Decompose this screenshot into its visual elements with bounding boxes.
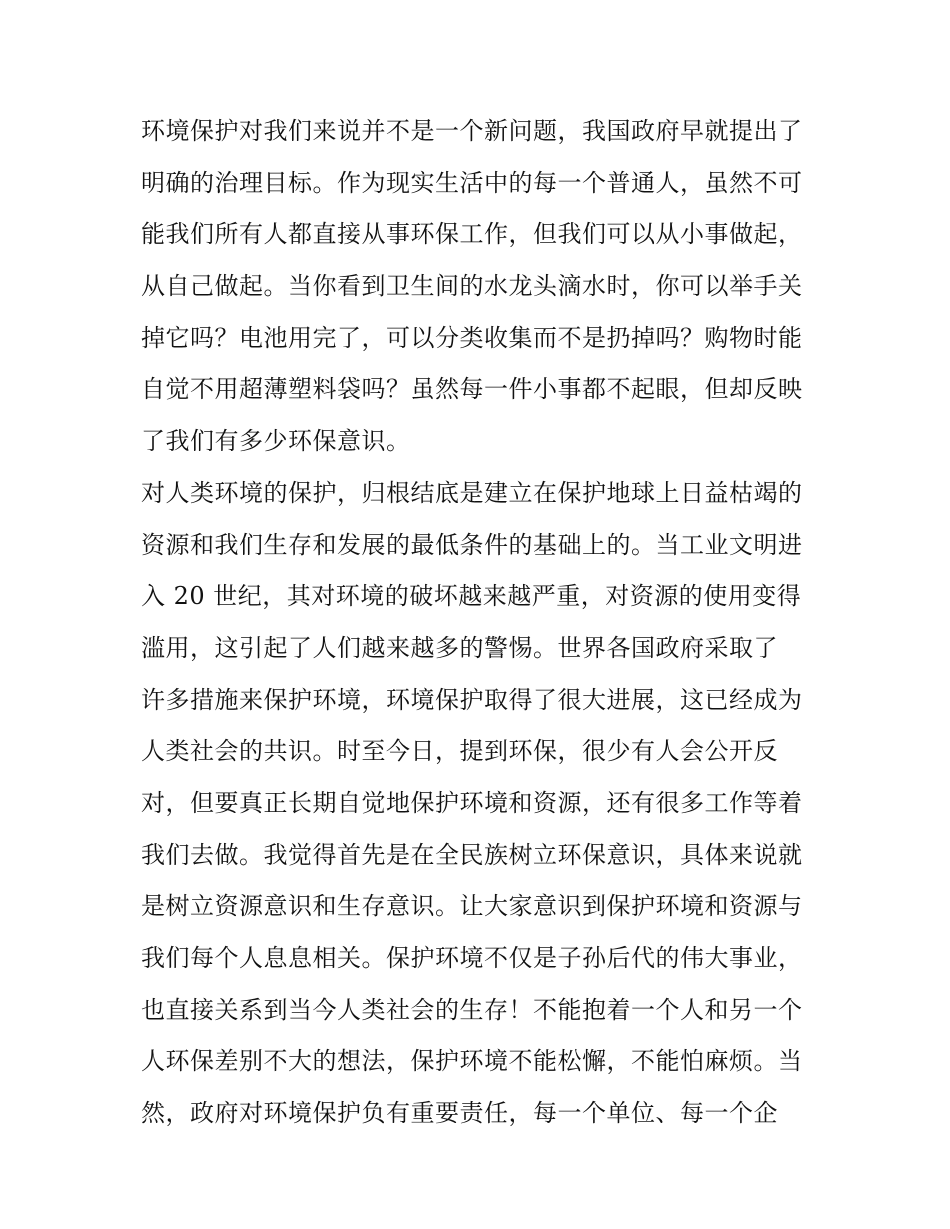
text-line: 对人类环境的保护，归根结底是建立在保护地球上日益枯竭的 bbox=[141, 478, 803, 507]
text-line: 我们去做。我觉得首先是在全民族树立环保意识，具体来说就 bbox=[141, 840, 803, 869]
text-line: 明确的治理目标。作为现实生活中的每一个普通人，虽然不可 bbox=[141, 168, 803, 197]
text-line: 环境保护对我们来说并不是一个新问题，我国政府早就提出了 bbox=[141, 117, 803, 145]
text-line: 滥用，这引起了人们越来越多的警惕。世界各国政府采取了 bbox=[141, 633, 778, 662]
text-line: 也直接关系到当今人类社会的生存！不能抱着一个人和另一个 bbox=[141, 995, 803, 1024]
text-line: 人类社会的共识。时至今日，提到环保，很少有人会公开反 bbox=[141, 737, 778, 766]
text-line: 入 20 世纪，其对环境的破坏越来越严重，对资源的使用变得 bbox=[141, 582, 802, 611]
text-line: 资源和我们生存和发展的最低条件的基础上的。当工业文明进 bbox=[141, 530, 803, 559]
text-line: 了我们有多少环保意识。 bbox=[141, 427, 411, 456]
body-text bbox=[141, 106, 816, 1140]
text-line: 然，政府对环境保护负有重要责任，每一个单位、每一个企 bbox=[141, 1099, 778, 1128]
text-line: 掉它吗？电池用完了，可以分类收集而不是扔掉吗？购物时能 bbox=[141, 323, 803, 352]
text-line: 自觉不用超薄塑料袋吗？虽然每一件小事都不起眼，但却反映 bbox=[141, 375, 803, 404]
text-line: 许多措施来保护环境，环境保护取得了很大进展，这已经成为 bbox=[141, 685, 803, 714]
text-line: 从自己做起。当你看到卫生间的水龙头滴水时，你可以举手关 bbox=[141, 272, 803, 301]
text-line: 对，但要真正长期自觉地保护环境和资源，还有很多工作等着 bbox=[141, 788, 803, 817]
text-line: 人环保差别不大的想法，保护环境不能松懈，不能怕麻烦。当 bbox=[141, 1047, 803, 1076]
text-line: 能我们所有人都直接从事环保工作，但我们可以从小事做起， bbox=[141, 220, 803, 249]
text-line: 是树立资源意识和生存意识。让大家意识到保护环境和资源与 bbox=[141, 892, 803, 921]
text-line: 我们每个人息息相关。保护环境不仅是子孙后代的伟大事业， bbox=[141, 944, 803, 972]
